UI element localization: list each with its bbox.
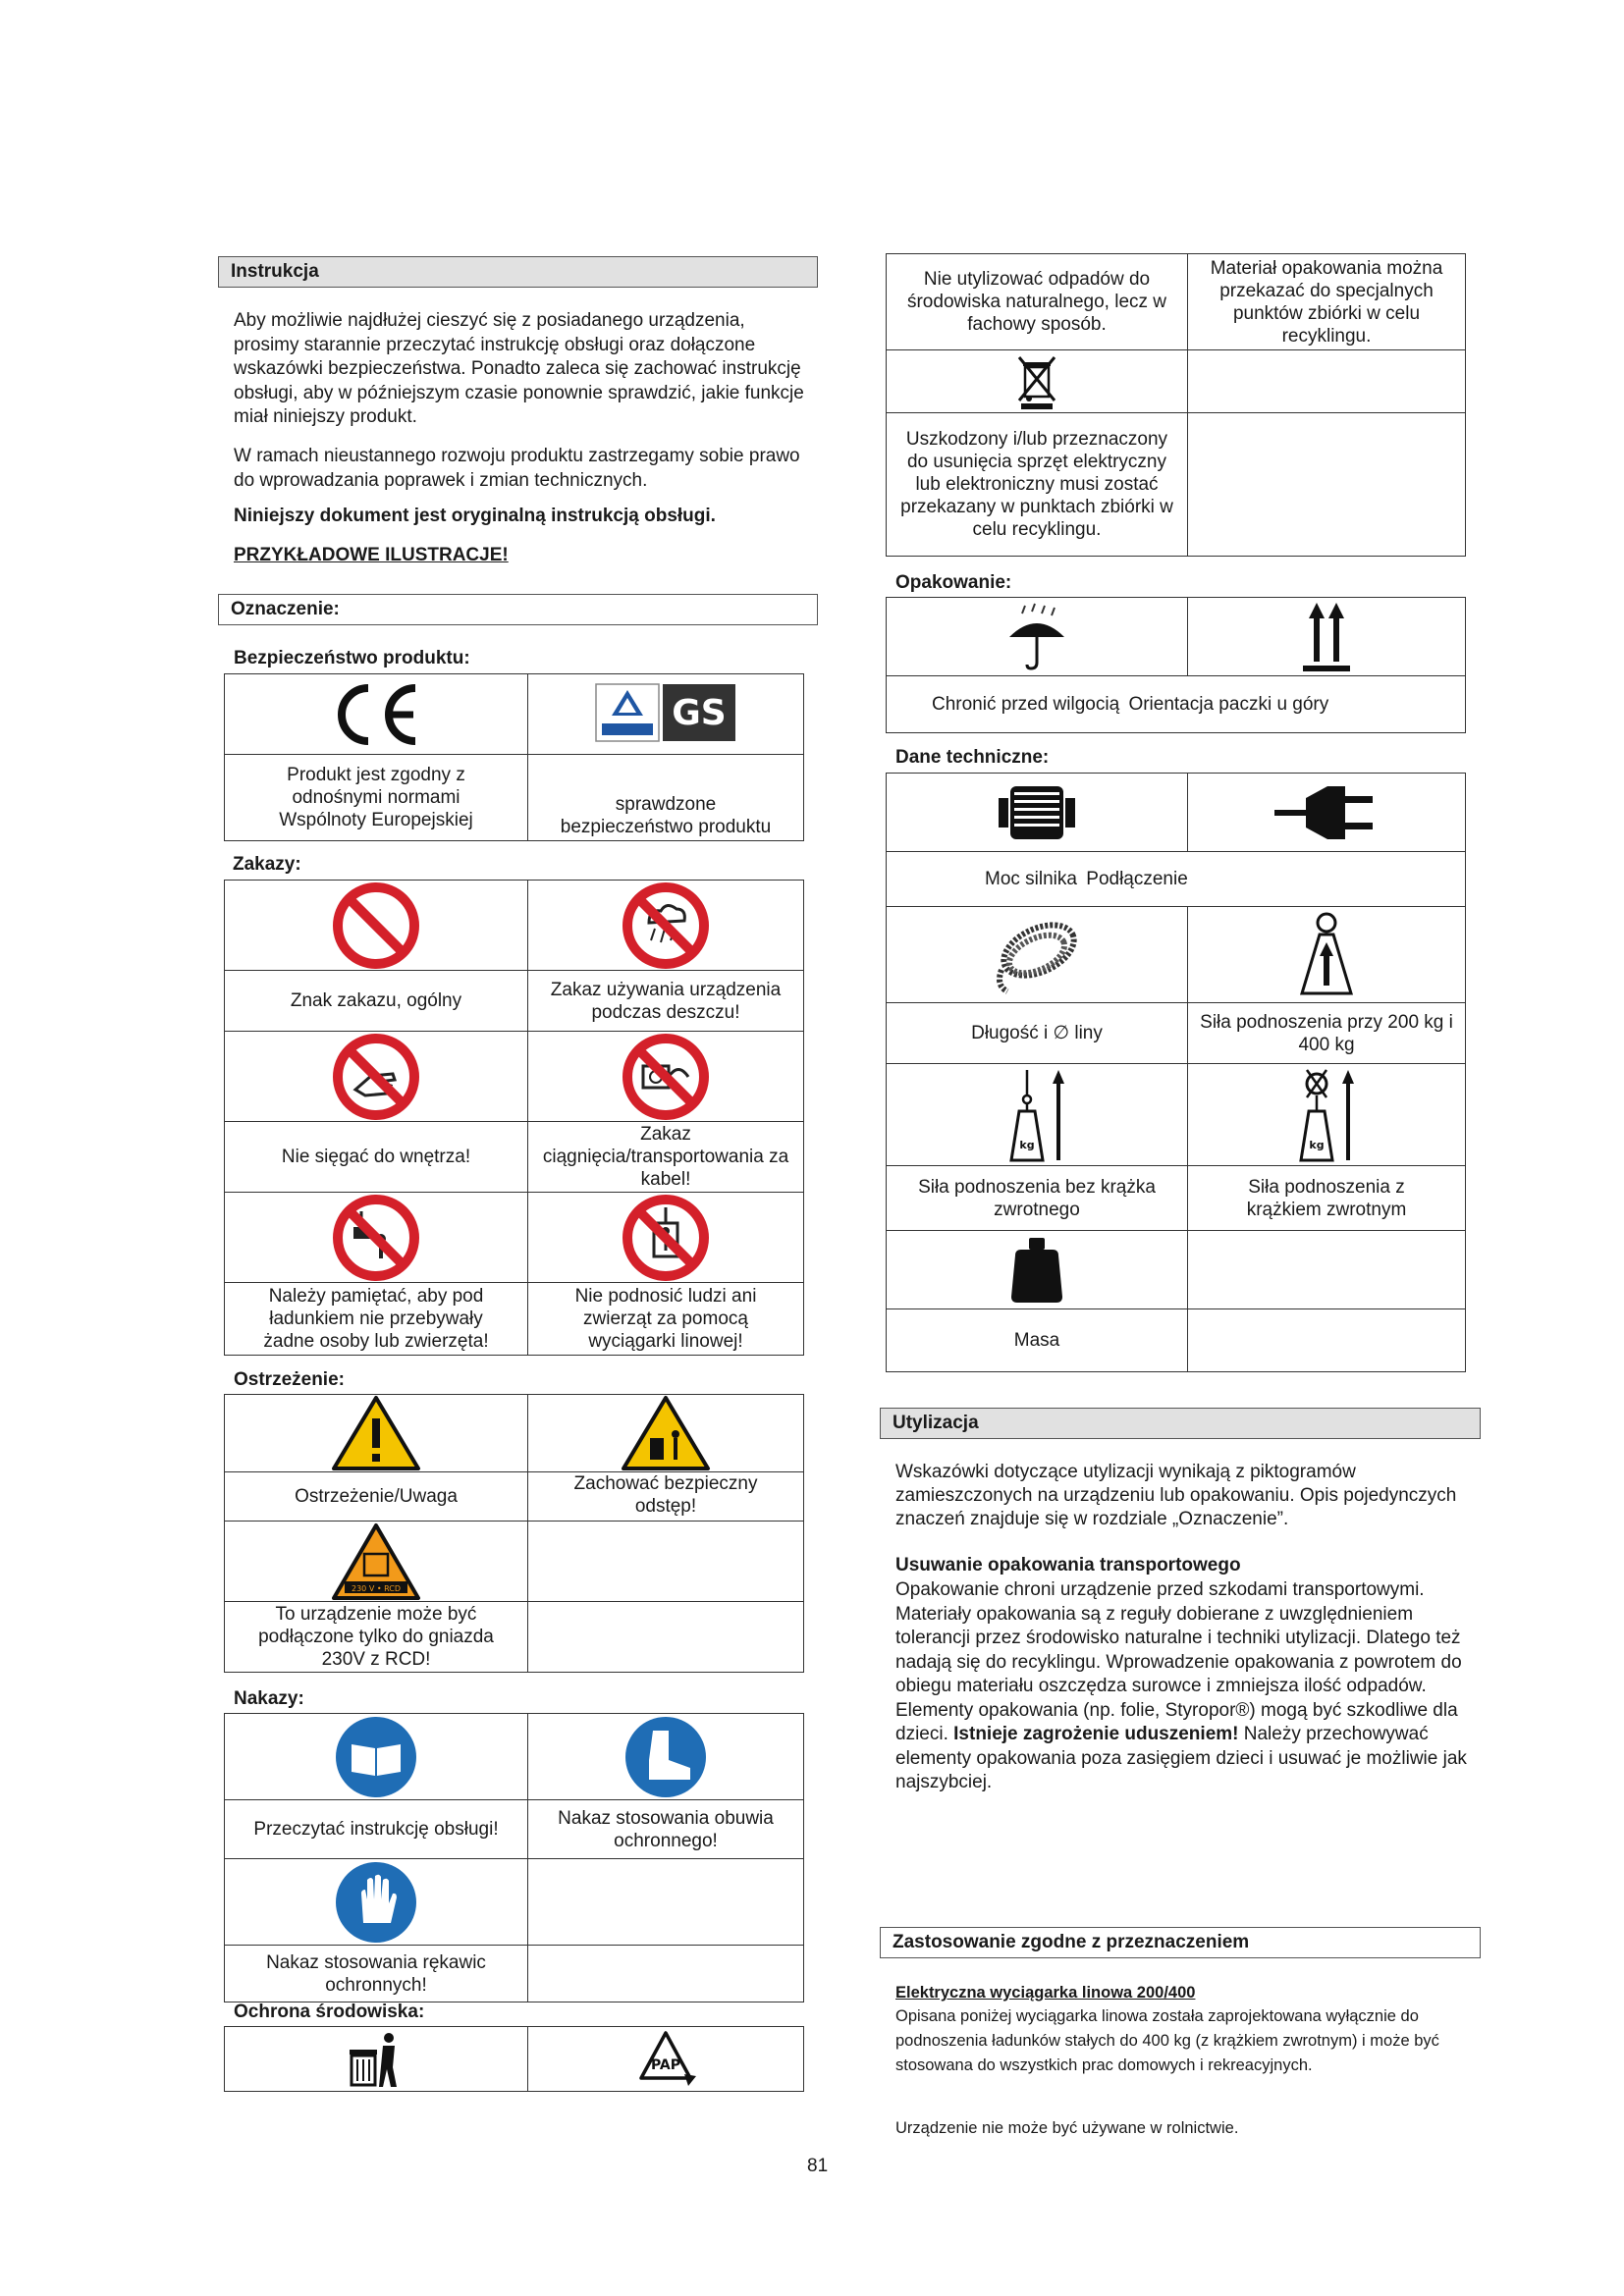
- zastosowanie-subtitle: Elektryczna wyciągarka linowa 200/400: [895, 1984, 1196, 2002]
- no-cable-pull-icon: [622, 1033, 710, 1121]
- rope-coil-icon: [988, 911, 1086, 999]
- ce-text: Produkt jest zgodny z odnośnymi normami Wspólnoty Europejskiej: [225, 755, 528, 841]
- lift-no-pulley-text: Siła podnoszenia bez krążka zwrotnego: [887, 1166, 1188, 1231]
- no-lifting-people-icon: [622, 1194, 710, 1282]
- pap-text: PAP: [650, 2056, 681, 2073]
- no-lift-people-cell: [528, 1193, 804, 1283]
- recycling-pap-icon: [631, 2029, 700, 2090]
- no-rain-text: Zakaz używania urządzenia podczas deszczu!: [528, 971, 804, 1032]
- motor-power-cell: [887, 774, 1188, 852]
- weee-cell: [887, 350, 1188, 413]
- no-under-load-text: Należy pamiętać, aby pod ładunkiem nie przebywały żadne osoby lub zwierzęta!: [225, 1283, 528, 1356]
- instrukcja-paragraph-1: Aby możliwie najdłużej cieszyć się z posiadanego urządzenia, prosimy starannie przeczytać instrukcję obsługi oraz dołączone wskazówki bezpieczeństwa. Ponadto zaleca się zachować instrukcję obsługi, aby w późniejszym czasie ponownie sprawdzić, jakie funkcje miał niniejszy produkt.: [234, 310, 804, 427]
- instrukcja-paragraph-2: W ramach nieustannego rozwoju produktu zastrzegamy sobie prawo do wprowadzania poprawek i zmian technicznych.: [234, 446, 800, 491]
- safe-distance-text: Zachować bezpieczny odstęp!: [528, 1472, 804, 1522]
- motor-power-text: Moc silnika: [985, 869, 1077, 889]
- ochrona-label: Ochrona środowiska:: [234, 2002, 425, 2022]
- ostrzezenie-table: [224, 1394, 804, 1673]
- zastosowanie-paragraph-1: Opisana poniżej wyciągarka linowa została zaprojektowana wyłącznie do podnoszenia ładunków stałych do 400 kg (z krążkiem zwrotnym) i może być stosowana do wszystkich prac domowych i rekreacyjnych.: [895, 2007, 1439, 2074]
- weee-crossed-bin-icon: [1013, 353, 1060, 410]
- lift-without-pulley-icon: [998, 1066, 1076, 1164]
- gs-cell: [528, 674, 804, 755]
- no-reach-inside-icon: [332, 1033, 420, 1121]
- mass-cell: [887, 1231, 1188, 1309]
- ostrzezenie-label: Ostrzeżenie:: [234, 1369, 345, 1390]
- usuwanie-paragraph: [895, 1578, 1475, 1795]
- safety-gloves-text: Nakaz stosowania rękawic ochronnych!: [225, 1946, 528, 2002]
- bezpieczenstwo-label: Bezpieczeństwo produktu:: [234, 648, 470, 668]
- no-dispose-text: Nie utylizować odpadów do środowiska naturalnego, lecz w fachowy sposób.: [887, 254, 1188, 350]
- ce-mark-icon: [329, 682, 423, 747]
- prohibition-general-text: Znak zakazu, ogólny: [225, 971, 528, 1032]
- zastosowanie-header: Zastosowanie zgodne z przeznaczeniem: [880, 1927, 1481, 1958]
- no-under-load-cell: [225, 1193, 528, 1283]
- warning-text: Ostrzeżenie/Uwaga: [225, 1472, 528, 1522]
- usuwanie-text-warning: Istnieje zagrożenie uduszeniem!: [953, 1724, 1239, 1744]
- weee-text: Uszkodzony i/lub przeznaczony do usunięcia sprzęt elektryczny lub elektroniczny musi zostać przekazany w punktach zbiórki w celu recyklingu.: [887, 413, 1188, 557]
- connection-text: Podłączenie: [1086, 869, 1188, 889]
- disposal-bin-icon: [348, 2030, 405, 2089]
- safe-distance-cell: [528, 1395, 804, 1472]
- rcd-text: To urządzenie może być podłączone tylko do gniazda 230V z RCD!: [225, 1602, 528, 1673]
- dane-techniczne-label: Dane techniczne:: [895, 747, 1050, 768]
- lifting-capacity-icon: [1292, 911, 1361, 999]
- safety-gloves-icon: [334, 1860, 418, 1945]
- no-reach-cell: [225, 1032, 528, 1122]
- lifting-capacity-cell: [1188, 907, 1466, 1003]
- no-rain-cell: [528, 881, 804, 971]
- bezpieczenstwo-table: [224, 673, 804, 841]
- safety-shoes-cell: [528, 1714, 804, 1800]
- empty-cell: [528, 1602, 804, 1673]
- bin-cell: [225, 2027, 528, 2092]
- empty-cell: [528, 1946, 804, 2002]
- warning-icon: [331, 1395, 421, 1471]
- read-manual-icon: [334, 1715, 418, 1799]
- empty-cell: [1188, 1309, 1466, 1372]
- empty-cell: [1188, 350, 1466, 413]
- usuwanie-text-c: Należy przechowywać elementy opakowania poza zasięgiem dzieci i usuwać je możliwie jak najszybciej.: [895, 1724, 1467, 1792]
- motor-connection-text-row: [887, 852, 1466, 907]
- no-cable-pull-text: Zakaz ciągnięcia/transportowania za kabel!: [528, 1122, 804, 1193]
- kg-label: kg: [1019, 1138, 1035, 1151]
- safety-shoes-text: Nakaz stosowania obuwia ochronnego!: [528, 1800, 804, 1859]
- ochrona-table: [224, 2026, 804, 2092]
- no-reach-text: Nie sięgać do wnętrza!: [225, 1122, 528, 1193]
- utylizacja-paragraph-1: Wskazówki dotyczące utylizacji wynikają z piktogramów zamieszczonych na urządzeniu lub opakowaniu. Opis pojedynczych znaczeń znajduje się w rozdziale „Oznaczenie”.: [895, 1462, 1457, 1529]
- mass-weight-icon: [1007, 1236, 1066, 1305]
- no-lift-people-text: Nie podnosić ludzi ani zwierząt za pomocą wyciągarki linowej!: [528, 1283, 804, 1356]
- zakazy-label: Zakazy:: [233, 854, 301, 875]
- rope-cell: [887, 907, 1188, 1003]
- lift-no-pulley-cell: [887, 1064, 1188, 1166]
- safe-distance-icon: [621, 1395, 711, 1471]
- empty-cell: [528, 1859, 804, 1946]
- no-rain-icon: [622, 881, 710, 970]
- read-manual-text: Przeczytać instrukcję obsługi!: [225, 1800, 528, 1859]
- power-plug-icon: [1272, 778, 1380, 847]
- prohibition-general-cell: [225, 881, 528, 971]
- empty-cell: [1188, 1231, 1466, 1309]
- empty-cell: [1188, 413, 1466, 557]
- this-side-up-cell: [1188, 598, 1466, 676]
- no-persons-under-load-icon: [332, 1194, 420, 1282]
- rope-text: Długość i ∅ liny: [887, 1003, 1188, 1064]
- utylizacja-header: Utylizacja: [880, 1408, 1481, 1439]
- tuv-gs-logo-icon: [592, 680, 739, 749]
- safety-shoes-icon: [623, 1715, 708, 1799]
- lifting-capacity-text: Siła podnoszenia przy 200 kg i 400 kg: [1188, 1003, 1466, 1064]
- gs-text: sprawdzone bezpieczeństwo produktu: [528, 755, 804, 841]
- motor-icon: [997, 780, 1077, 845]
- warning-cell: [225, 1395, 528, 1472]
- instrukcja-paragraph-4: PRZYKŁADOWE ILUSTRACJE!: [234, 545, 509, 565]
- disposal-table: [886, 253, 1466, 557]
- kg-label: kg: [1309, 1138, 1325, 1151]
- this-side-up-text: Orientacja paczki u góry: [1128, 694, 1329, 715]
- lift-with-pulley-icon: [1287, 1066, 1366, 1164]
- rcd-warning-icon: [331, 1522, 421, 1601]
- gs-logo-text: GS: [672, 692, 727, 733]
- read-manual-cell: [225, 1714, 528, 1800]
- no-cable-pull-cell: [528, 1032, 804, 1122]
- instrukcja-paragraph-3: Niniejszy dokument jest oryginalną instrukcją obsługi.: [234, 506, 716, 526]
- lift-pulley-text: Siła podnoszenia z krążkiem zwrotnym: [1188, 1166, 1466, 1231]
- nakazy-label: Nakazy:: [234, 1688, 304, 1709]
- usuwanie-text-a: Opakowanie chroni urządzenie przed szkodami transportowymi. Materiały opakowania są z reguły dobierane z uwzględnieniem tolerancji przez środowisko naturalne i techniki utylizacji. Dlatego też nadają się do recyklingu. Wprowadzenie opakowania z powrotem do obiegu materiału oszczędza surowce i zmniejsza ilość odpadów. Elementy opakowania (np. folie, Styropor®) mogą być szkodliwe dla dzieci.: [895, 1579, 1462, 1744]
- opakowanie-text-row: [887, 676, 1466, 733]
- zakazy-table: [224, 880, 804, 1356]
- oznaczenie-header: Oznaczenie:: [218, 594, 818, 625]
- keep-dry-umbrella-icon: [1005, 602, 1068, 672]
- this-side-up-icon: [1295, 601, 1358, 673]
- safety-gloves-cell: [225, 1859, 528, 1946]
- rcd-cell: [225, 1522, 528, 1602]
- ce-cell: [225, 674, 528, 755]
- nakazy-table: [224, 1713, 804, 2002]
- instrukcja-header: Instrukcja: [218, 256, 818, 288]
- rcd-sign-text: 230 V • RCD: [352, 1583, 401, 1593]
- empty-cell: [528, 1522, 804, 1602]
- prohibition-general-icon: [332, 881, 420, 970]
- zastosowanie-paragraph-2: Urządzenie nie może być używane w rolnictwie.: [895, 2119, 1239, 2137]
- connection-cell: [1188, 774, 1466, 852]
- opakowanie-table: [886, 597, 1466, 733]
- keep-dry-text: Chronić przed wilgocią: [932, 694, 1120, 715]
- opakowanie-label: Opakowanie:: [895, 572, 1012, 593]
- page-number: 81: [807, 2156, 829, 2176]
- keep-dry-cell: [887, 598, 1188, 676]
- packaging-recycle-text: Materiał opakowania można przekazać do specjalnych punktów zbiórki w celu recyklingu.: [1188, 254, 1466, 350]
- usuwanie-subtitle: Usuwanie opakowania transportowego: [895, 1555, 1241, 1575]
- dane-techniczne-table: [886, 773, 1466, 1372]
- lift-pulley-cell: [1188, 1064, 1466, 1166]
- mass-text: Masa: [887, 1309, 1188, 1372]
- pap-cell: [528, 2027, 804, 2092]
